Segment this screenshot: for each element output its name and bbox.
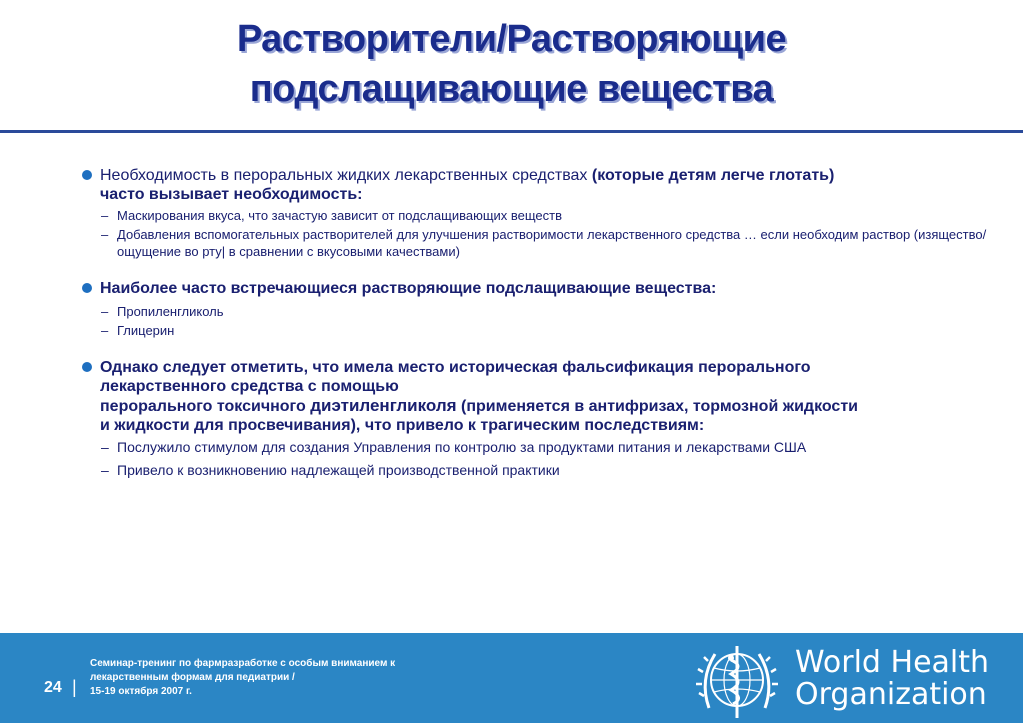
dash-icon: – [101, 462, 109, 478]
sub-item: – Пропиленгликоль [101, 304, 224, 319]
sub-item: – Послужило стимулом для создания Управления по контролю за продуктами питания и лекарствами США [68, 436, 999, 459]
sub-item: – Маскирования вкуса, что зачастую зависит от подслащивающих веществ [101, 208, 563, 223]
page-separator: | [72, 677, 77, 697]
who-organization-name: World Health Organization [795, 645, 990, 712]
bullet-text-bold: (которые детям легче глотать) [591, 167, 835, 184]
page-number: 24 [44, 679, 62, 696]
slide-title [0, 14, 1023, 114]
bullet-item-necessity [84, 166, 999, 204]
dash-icon: – [101, 323, 109, 338]
who-emblem-icon [695, 638, 779, 722]
bullet-text: Необходимость в пероральных жидких лекарственных средствах [100, 167, 592, 184]
bullet-text-bold: Наиболее часто встречающиеся растворяющие подслащивающие вещества: [100, 280, 717, 297]
bullet-item-falsification: Однако следует отметить, что имела место историческая фальсификация перорального лекарственного средства с помощью перорального токсичного диэтиленгликоля (применяется в антифризах, тормозной жидкости и жидкости для просвечивания), что привело к трагическим последствиям: [84, 358, 999, 435]
dash-icon: – [101, 227, 109, 242]
highlight-term: диэтиленгликоля [310, 396, 457, 415]
dash-icon: – [101, 439, 109, 455]
bullet-icon [82, 283, 92, 293]
bullet-text-bold: часто вызывает необходимость: [100, 186, 363, 203]
footer-caption: Семинар-тренинг по фармразработке с особым вниманием к лекарственным формам для педиатрии / 15-19 октября 2007 г. [90, 658, 396, 697]
dash-icon: – [101, 208, 109, 223]
title-line-1: Растворители/Растворяющие [236, 18, 787, 60]
title-line-2: подслащивающие вещества [249, 68, 774, 110]
title-divider [0, 130, 1023, 133]
sub-item: – Добавления вспомогательных растворителей для улучшения растворимости лекарственного средства … если необходим раствор (изящество/ощущение во рту| в сравнении с вкусовыми качествами) [101, 227, 987, 259]
dash-icon: – [101, 304, 109, 319]
slide-content [84, 166, 999, 482]
footer-bar [0, 633, 1023, 723]
bullet-icon [82, 170, 92, 180]
bullet-item-common-solvents [84, 279, 999, 298]
bullet-icon [82, 362, 92, 372]
sub-item: – Глицерин [101, 323, 175, 338]
sub-item: – Привело к возникновению надлежащей производственной практики [68, 459, 999, 482]
